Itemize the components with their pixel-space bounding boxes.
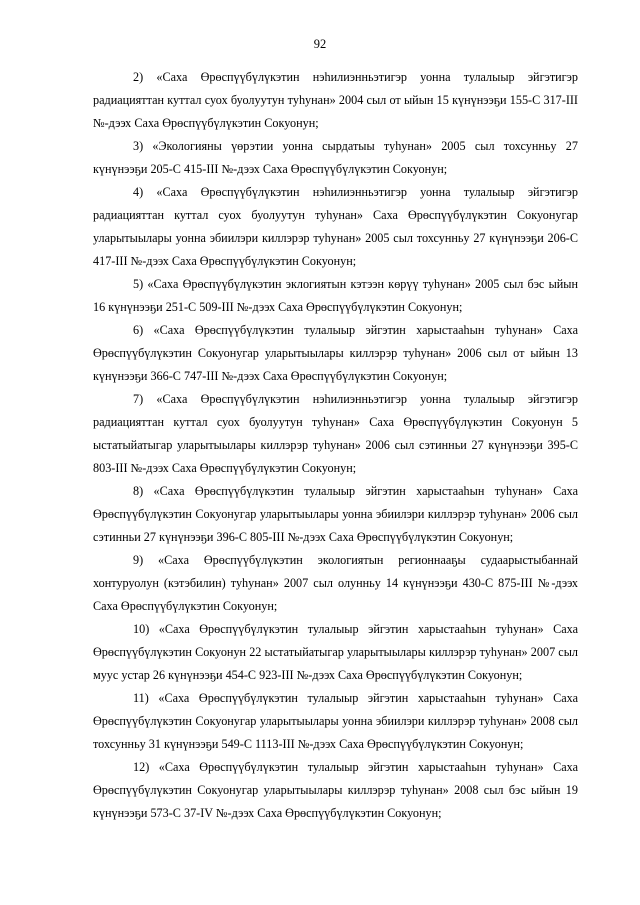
list-item-4: 4) «Саха Өрөспүүбүлүкэтин нэһилиэнньэтигэр уонна тулалыыр эйгэтигэр радиацияттан куттал суох буолуутун туһунан» Саха Өрөспүүбүлүкэтин Сокуонугар уларытыылары уонна эбиилэри киллэрэр туһунан» 2005 сыл тохсунньу 27 күнүнээҕи 206-С 417-III №-дээх Саха Өрөспүүбүлүкэтин Сокуонун; xyxy=(93,185,578,268)
list-item-11: 11) «Саха Өрөспүүбүлүкэтин тулалыыр эйгэтин харыстааһын туһунан» Саха Өрөспүүбүлүкэтин Сокуонугар уларытыылары уонна эбиилэри киллэрэр туһунан» 2008 сыл тохсунньу 31 күнүнээҕи 549-С 1113-III №-дээх Саха Өрөспүүбүлүкэтин Сокуонун; xyxy=(93,691,578,751)
list-item-2: 2) «Саха Өрөспүүбүлүкэтин нэһилиэнньэтигэр уонна тулалыыр эйгэтигэр радиацияттан куттал суох буолуутун туһунан» 2004 сыл от ыйын 15 күнүнээҕи 155-С 317-III №-дээх Саха Өрөспүүбүлүкэтин Сокуонун; xyxy=(93,70,578,130)
list-item-7: 7) «Саха Өрөспүүбүлүкэтин нэһилиэнньэтигэр уонна тулалыыр эйгэтигэр радиацияттан куттал суох буолуутун туһунан» Саха Өрөспүүбүлүкэтин Сокуонун 5 ыстатыйатыгар уларытыылары киллэрэр туһунан» 2006 сыл сэтинньи 27 күнүнээҕи 395-С 803-III №-дээх Саха Өрөспүүбүлүкэтин Сокуонун; xyxy=(93,392,578,475)
document-body xyxy=(93,66,578,825)
list-item-6: 6) «Саха Өрөспүүбүлүкэтин тулалыыр эйгэтин харыстааһын туһунан» Саха Өрөспүүбүлүкэтин Сокуонугар уларытыылары киллэрэр туһунан» 2006 сыл от ыйын 13 күнүнээҕи 366-С 747-III №-дээх Саха Өрөспүүбүлүкэтин Сокуонун; xyxy=(93,323,578,383)
list-item-5: 5) «Саха Өрөспүүбүлүкэтин эклогиятын кэтээн көрүү туһунан» 2005 сыл бэс ыйын 16 күнүнээҕи 251-С 509-III №-дээх Саха Өрөспүүбүлүкэтин Сокуонун; xyxy=(93,277,578,314)
list-item-12: 12) «Саха Өрөспүүбүлүкэтин тулалыыр эйгэтин харыстааһын туһунан» Саха Өрөспүүбүлүкэтин Сокуонугар уларытыылары киллэрэр туһунан» 2008 сыл бэс ыйын 19 күнүнээҕи 573-С 37-IV №-дээх Саха Өрөспүүбүлүкэтин Сокуонун; xyxy=(93,760,578,820)
page-number: 92 xyxy=(313,37,327,51)
list-item-3: 3) «Экологияны үөрэтии уонна сырдатыы туһунан» 2005 сыл тохсунньу 27 күнүнээҕи 205-С 415-III №-дээх Саха Өрөспүүбүлүкэтин Сокуонун; xyxy=(93,139,578,176)
list-item-10: 10) «Саха Өрөспүүбүлүкэтин тулалыыр эйгэтин харыстааһын туһунан» Саха Өрөспүүбүлүкэтин Сокуонун 22 ыстатыйатыгар уларытыылары киллэрэр туһунан» 2007 сыл муус устар 26 күнүнээҕи 454-С 923-III №-дээх Саха Өрөспүүбүлүкэтин Сокуонун; xyxy=(93,622,578,682)
list-item-8: 8) «Саха Өрөспүүбүлүкэтин тулалыыр эйгэтин харыстааһын туһунан» Саха Өрөспүүбүлүкэтин Сокуонугар уларытыылары уонна эбиилэри киллэрэр туһунан» 2006 сыл сэтинньи 27 күнүнээҕи 396-С 805-III №-дээх Саха Өрөспүүбүлүкэтин Сокуонун; xyxy=(93,484,578,544)
list-item-9: 9) «Саха Өрөспүүбүлүкэтин экологиятын регионнааҕы судаарыстыбаннай хонтуруолун (кэтэбилин) туһунан» 2007 сыл олунньу 14 күнүнээҕи 430-С 875-III №-дээх Саха Өрөспүүбүлүкэтин Сокуонун; xyxy=(93,553,578,613)
